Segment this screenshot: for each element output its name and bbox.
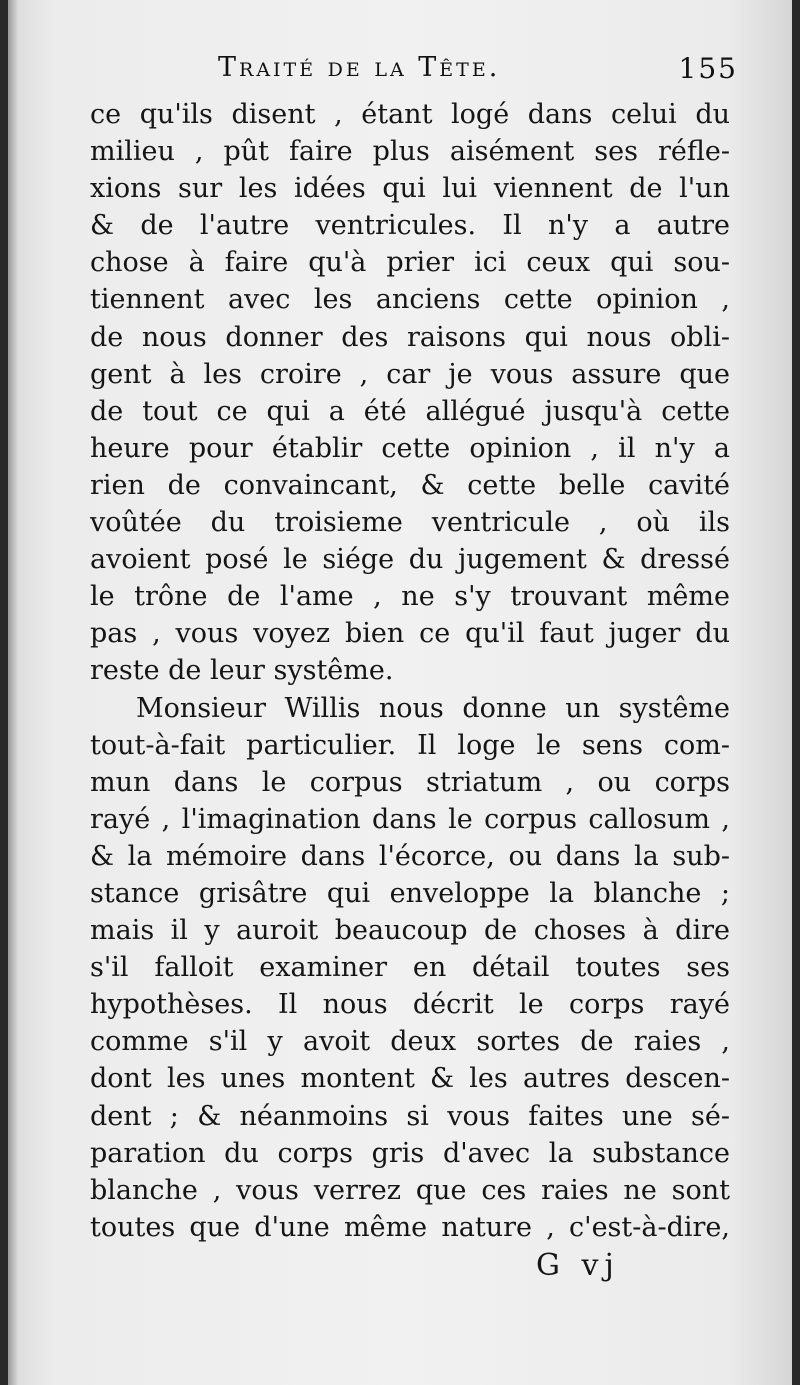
text-line: de tout ce qui a été allégué jusqu'à cette bbox=[90, 395, 730, 427]
text-line: Monsieur Willis nous donne un systême bbox=[136, 692, 730, 724]
running-title: Traité de la Tête. bbox=[218, 52, 501, 83]
text-line: ce qu'ils disent , étant logé dans celui du bbox=[90, 99, 730, 130]
signature-mark: G vj bbox=[536, 1248, 620, 1283]
text-line: & de l'autre ventricules. Il n'y a autre bbox=[90, 210, 730, 242]
text-line: gent à les croire , car je vous assure que bbox=[90, 358, 730, 390]
page-header bbox=[218, 52, 738, 92]
text-line: dent ; & néanmoins si vous faites une sé- bbox=[90, 1100, 730, 1132]
text-line: le trône de l'ame , ne s'y trouvant même bbox=[90, 581, 730, 613]
text-line: pas , vous voyez bien ce qu'il faut juger du bbox=[90, 618, 730, 650]
text-line: milieu , pût faire plus aisément ses réfle- bbox=[90, 136, 730, 168]
body-text bbox=[90, 96, 730, 1246]
text-line: dont les unes montent & les autres descen- bbox=[90, 1063, 730, 1095]
text-line: heure pour établir cette opinion , il n'y a bbox=[90, 432, 730, 464]
text-line: rien de convaincant, & cette belle cavité bbox=[90, 469, 730, 501]
text-line: rayé , l'imagination dans le corpus callosum , bbox=[90, 803, 730, 835]
text-line: mun dans le corpus striatum , ou corps bbox=[90, 766, 730, 798]
text-line: s'il falloit examiner en détail toutes ses bbox=[90, 952, 730, 984]
text-line: hypothèses. Il nous décrit le corps rayé bbox=[90, 989, 730, 1021]
text-line: stance grisâtre qui enveloppe la blanche ; bbox=[90, 877, 730, 909]
text-line: de nous donner des raisons qui nous obli- bbox=[90, 321, 730, 353]
text-line: blanche , vous verrez que ces raies ne sont bbox=[90, 1174, 730, 1206]
text-line: mais il y auroit beaucoup de choses à dire bbox=[90, 915, 730, 947]
page-number: 155 bbox=[678, 52, 738, 85]
text-line: voûtée du troisieme ventricule , où ils bbox=[90, 507, 730, 539]
text-line: xions sur les idées qui lui viennent de l'un bbox=[90, 173, 730, 205]
text-line: avoient posé le siége du jugement & dressé bbox=[90, 544, 730, 576]
text-line: chose à faire qu'à prier ici ceux qui sou- bbox=[90, 247, 730, 279]
text-line: & la mémoire dans l'écorce, ou dans la sub- bbox=[90, 840, 730, 872]
book-page bbox=[8, 0, 792, 1385]
text-line: paration du corps gris d'avec la substance bbox=[90, 1137, 730, 1169]
text-line: tout-à-fait particulier. Il loge le sens com- bbox=[90, 729, 730, 761]
text-line: toutes que d'une même nature , c'est-à-dire, bbox=[90, 1211, 730, 1243]
page-gutter-shadow bbox=[8, 0, 18, 1385]
text-line: tiennent avec les anciens cette opinion , bbox=[90, 284, 730, 316]
text-line: reste de leur systême. bbox=[90, 655, 394, 687]
text-line: comme s'il y avoit deux sortes de raies , bbox=[90, 1026, 730, 1058]
